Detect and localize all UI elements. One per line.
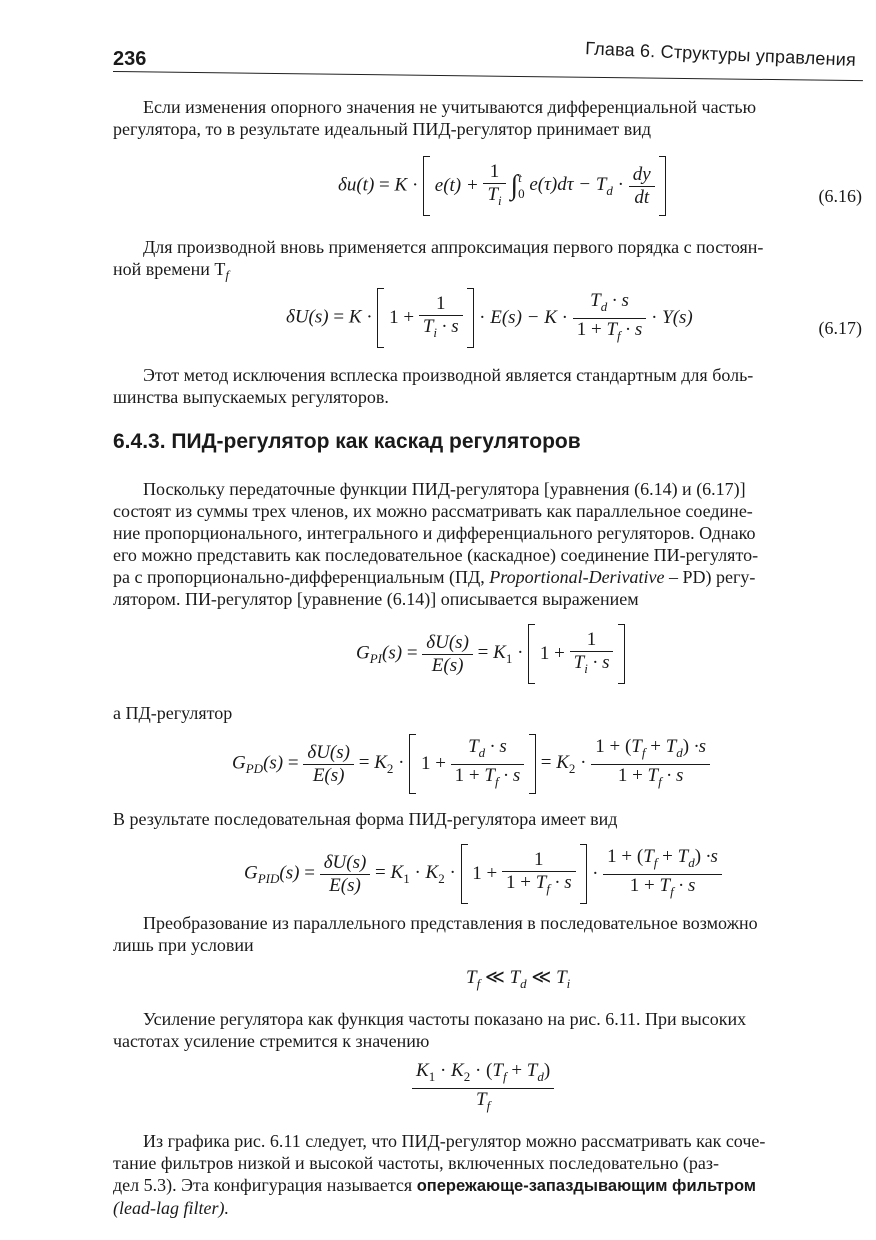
paragraph-8: [113, 1008, 848, 1052]
text-line: а ПД-регулятор: [113, 703, 233, 723]
equation-number: (6.17): [818, 318, 862, 338]
text-line: Если изменения опорного значения не учитываются дифференциальной частью: [143, 97, 757, 117]
paragraph-1: [113, 96, 848, 140]
text-line: лятором. ПИ-регулятор [уравнение (6.14)] описывается выражением: [113, 589, 639, 609]
equation-high-frequency-gain: $\frac{K_1 \cdot K_2 \cdot (T_f + T_d)}{T_f}$: [412, 1060, 554, 1117]
text-line: Этот метод исключения всплеска производной является стандартным для боль-: [143, 365, 754, 385]
text-line: Усиление регулятора как функция частоты показано на рис. 6.11. При высоких: [143, 1009, 747, 1029]
text-line: регулятора, то в результате идеальный ПИД-регулятор принимает вид: [113, 119, 652, 139]
text-line: дел 5.3). Эта конфигурация называется опережающе-запаздывающим фильтром: [113, 1175, 757, 1195]
text-line: ра с пропорционально-дифференциальным (ПД, Proportional-Derivative – PD) регу-: [113, 567, 756, 587]
text-line: (lead-lag filter).: [113, 1198, 229, 1218]
text-line: частотах усиление стремится к значению: [113, 1031, 430, 1051]
paragraph-5: [113, 702, 848, 724]
page-header: [113, 38, 876, 74]
text-line: Для производной вновь применяется аппроксимация первого порядка с постоян-: [143, 237, 764, 257]
paragraph-2: [113, 236, 848, 287]
text-line: шинства выпускаемых регуляторов.: [113, 387, 389, 407]
text-line: ние пропорционального, интегрального и дифференциального регуляторов. Однако: [113, 523, 756, 543]
paragraph-6: [113, 808, 848, 830]
text-line: ной времени $T_f$: [113, 259, 230, 283]
text-line: Из графика рис. 6.11 следует, что ПИД-регулятор можно рассматривать как соче-: [143, 1131, 766, 1151]
paragraph-3: [113, 364, 848, 408]
paragraph-9: [113, 1130, 848, 1219]
equation-6-17: δU(s) = K · 1 + $\frac{1}{T_i \cdot s}$ · E(s) − K · $\frac{T_d \cdot s}{1 + T_f \cdot s}$ · Y(s): [286, 288, 693, 348]
paragraph-7: [113, 912, 848, 956]
running-head: Глава 6. Структуры управления: [584, 38, 857, 70]
equation-gpi: $G_{PI}(s)$ = $\frac{\delta U(s)}{E(s)}$ = $K_1 \cdot 1$ + $\frac{1}{T_i \cdot s}$: [356, 624, 625, 684]
text-line: тание фильтров низкой и высокой частоты, включенных последовательно (раз-: [113, 1153, 720, 1173]
equation-6-16: δu(t) = K · e(t) + $\frac{1}{T_i}$ ∫ t 0 $e(\tau)d\tau - T_d$ · $\frac{dy}{dt}$: [338, 156, 666, 216]
text-line: Поскольку передаточные функции ПИД-регулятора [уравнения (6.14) и (6.17)]: [143, 479, 746, 499]
text-line: Преобразование из параллельного представления в последовательное возможно: [143, 913, 758, 933]
section-heading: 6.4.3. ПИД-регулятор как каскад регуляторов: [113, 430, 581, 453]
equation-gpid: $G_{PID}(s)$ = $\frac{\delta U(s)}{E(s)}$ = $K_1 \cdot K_2 \cdot 1$ + $\frac{1}{1 + T_f \cdot s}$ · $\frac{1 + (T_f + T_d) \cdot s}{1 + T_f \cdot s}$: [244, 844, 722, 904]
text-line: лишь при условии: [113, 935, 254, 955]
equation-gpd: $G_{PD}(s)$ = $\frac{\delta U(s)}{E(s)}$ = $K_2 \cdot 1$ + $\frac{T_d \cdot s}{1 + T_f \cdot s}$ = $K_2$ · $\frac{1 + (T_f + T_d) \cdot s}{1 + T_f \cdot s}$: [232, 734, 710, 794]
text-line: В результате последовательная форма ПИД-регулятора имеет вид: [113, 809, 618, 829]
text-line: его можно представить как последовательное (каскадное) соединение ПИ-регулято-: [113, 545, 759, 565]
equation-number: (6.16): [818, 186, 862, 206]
paragraph-4: [113, 478, 848, 610]
text-line: состоят из суммы трех членов, их можно рассматривать как параллельное соедине-: [113, 501, 753, 521]
page-number: 236: [113, 48, 147, 70]
equation-condition: $T_f$ ≪ $T_d$ ≪ $T_i$: [466, 967, 571, 991]
